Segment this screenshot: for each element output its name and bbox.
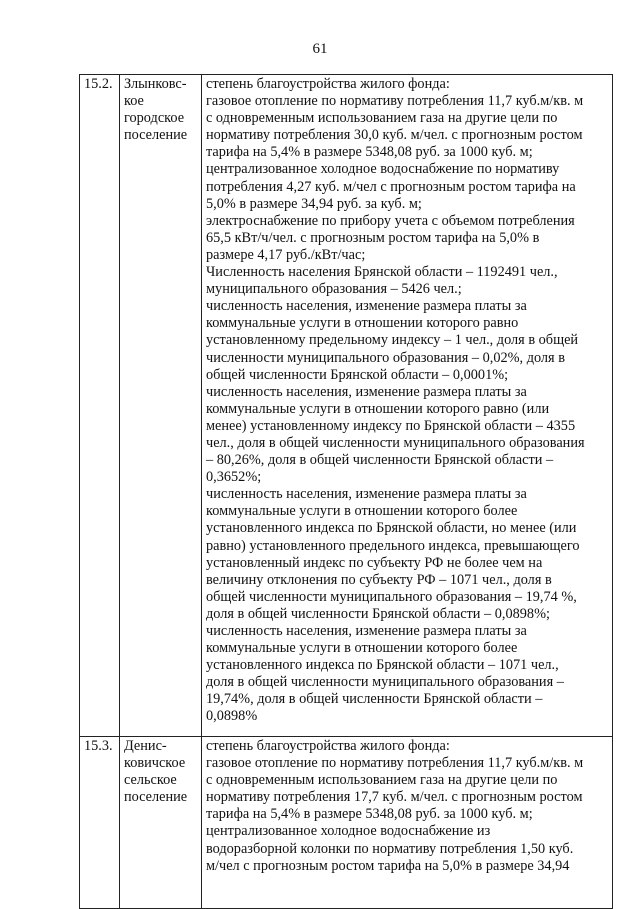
text-line: Численность населения Брянской области – 1192491 чел., [206,264,558,281]
text-line: коммунальные услуги в отношении которого более [206,503,518,520]
text-line: численность населения, изменение размера платы за [206,298,527,315]
text-line: м/чел с прогнозным ростом тарифа на 5,0% в размере 34,94 [206,857,570,874]
text-line: 0,3652%; [206,469,262,486]
text-line: коммунальные услуги в отношении которого равно (или [206,400,550,417]
text-line: установленному предельному индексу – 1 чел., доля в общей [206,332,579,349]
text-line: менее) установленному индексу по Брянской области – 4355 [206,417,576,434]
text-line: Злынковс- [124,76,187,92]
text-line: ковичское [124,755,186,772]
text-line: общей численности муниципального образования – 19,74 %, [206,588,577,605]
text-line: 19,74%, доля в общей численности Брянской области – [206,691,543,708]
text-line: коммунальные услуги в отношении которого равно [206,315,519,332]
text-line: доля в общей численности муниципального образования – [206,674,564,691]
text-line: чел., доля в общей численности муниципального образования [206,434,585,451]
text-line: нормативу потребления 30,0 куб. м/чел. с прогнозным ростом [206,127,583,144]
table-row [80,75,613,737]
text-line: численности муниципального образования – 0,02%, доля в [206,349,565,366]
text-line: городское [124,110,185,127]
text-line: водоразборной колонки по нормативу потребления 1,50 куб. [206,840,574,857]
text-line: общей численности Брянской области – 0,0001%; [206,366,509,383]
text-line: установленный индекс по субъекту РФ не более чем на [206,554,543,571]
text-line: установленного индекса по Брянской области, но менее (или [206,520,577,537]
text-line: с одновременным использованием газа на другие цели по [206,772,558,789]
text-line: с одновременным использованием газа на другие цели по [206,110,558,127]
text-line: газовое отопление по нормативу потребления 11,7 куб.м/кв. м [206,755,584,772]
page-number: 61 [312,41,328,57]
row-description [202,75,613,737]
text-line: установленного индекса по Брянской области – 1071 чел., [206,657,559,674]
text-line: электроснабжение по прибору учета с объемом потребления [206,212,575,229]
text-line: сельское [124,772,177,789]
text-line: 5,0% в размере 34,94 руб. за куб. м; [206,195,422,212]
text-line: поселение [124,789,188,806]
text-line: размере 4,17 руб./кВт/час; [206,246,366,263]
settlement-name [120,737,202,909]
text-line: численность населения, изменение размера платы за [206,383,527,400]
text-line: величину отклонения по субъекту РФ – 1071 чел., доля в [206,571,552,588]
text-line: кое [124,93,144,110]
row-description [202,737,613,909]
row-number: 15.2. [80,75,120,737]
text-line: доля в общей численности Брянской области – 0,0898%; [206,605,550,622]
text-line: степень благоустройства жилого фонда: [206,738,450,754]
text-line: централизованное холодное водоснабжение из [206,823,491,840]
text-line: 0,0898% [206,708,258,725]
text-line: газовое отопление по нормативу потребления 11,7 куб.м/кв. м [206,93,584,110]
settlement-name [120,75,202,737]
text-line: поселение [124,127,188,144]
row-number: 15.3. [80,737,120,909]
text-line: коммунальные услуги в отношении которого более [206,640,518,657]
text-line: нормативу потребления 17,7 куб. м/чел. с прогнозным ростом [206,789,583,806]
text-line: централизованное холодное водоснабжение по нормативу [206,161,560,178]
document-table [79,74,613,909]
text-line: численность населения, изменение размера платы за [206,486,527,503]
text-line: потребления 4,27 куб. м/чел с прогнозным ростом тарифа на [206,178,576,195]
text-line: муниципального образования – 5426 чел.; [206,281,462,298]
text-line: тарифа на 5,4% в размере 5348,08 руб. за 1000 куб. м; [206,806,533,823]
text-line: – 80,26%, доля в общей численности Брянской области – [206,452,554,469]
text-line: Денис- [124,738,167,754]
text-line: равно) установленного предельного индекса, превышающего [206,537,580,554]
table-row [80,737,613,909]
text-line: степень благоустройства жилого фонда: [206,76,450,92]
text-line: 65,5 кВт/ч/чел. с прогнозным ростом тарифа на 5,0% в [206,229,540,246]
text-line: численность населения, изменение размера платы за [206,623,527,639]
text-line: тарифа на 5,4% в размере 5348,08 руб. за 1000 куб. м; [206,144,533,161]
